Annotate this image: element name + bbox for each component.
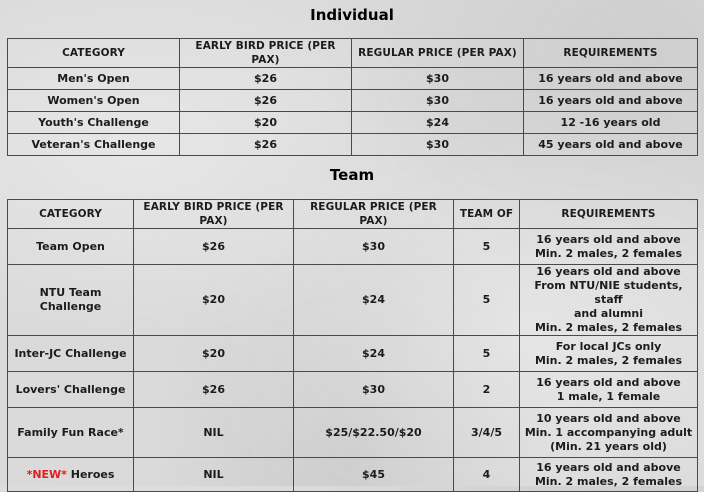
category-cell: Youth's Challenge bbox=[8, 112, 180, 134]
requirement-line: 16 years old and above bbox=[536, 265, 681, 278]
requirement-line: 16 years old and above bbox=[536, 460, 681, 474]
requirement-line: 16 years old and above bbox=[536, 232, 681, 246]
header-regular: REGULAR PRICE (PER PAX) bbox=[352, 39, 524, 68]
requirements-cell bbox=[520, 265, 698, 336]
header-team-of: TEAM OF bbox=[454, 200, 520, 229]
table-header-row bbox=[8, 39, 698, 68]
regular-price-cell: $30 bbox=[352, 68, 524, 90]
regular-price-cell: $30 bbox=[294, 229, 454, 265]
requirement-line: Min. 2 males, 2 females bbox=[534, 353, 683, 367]
header-early-bird: EARLY BIRD PRICE (PER PAX) bbox=[134, 200, 294, 229]
table-row bbox=[8, 229, 698, 265]
requirement-line: From NTU/NIE students, staff bbox=[534, 279, 683, 306]
requirement-line: 10 years old and above bbox=[536, 411, 681, 425]
requirement-line: Min. 2 males, 2 females bbox=[534, 474, 683, 488]
requirements-cell bbox=[520, 229, 698, 265]
requirements-cell: 12 -16 years old bbox=[524, 112, 698, 134]
table-row bbox=[8, 372, 698, 408]
requirement-line: Min. 2 males, 2 females bbox=[534, 246, 683, 260]
requirements-cell bbox=[520, 408, 698, 458]
requirements-cell bbox=[520, 336, 698, 372]
requirements-cell bbox=[520, 458, 698, 492]
header-category: CATEGORY bbox=[8, 39, 180, 68]
team-size-cell: 2 bbox=[454, 372, 520, 408]
table-row bbox=[8, 336, 698, 372]
requirements-cell bbox=[520, 372, 698, 408]
category-cell: Family Fun Race* bbox=[8, 408, 134, 458]
requirement-line: 1 male, 1 female bbox=[556, 389, 661, 403]
team-size-cell: 3/4/5 bbox=[454, 408, 520, 458]
category-cell: NTU Team Challenge bbox=[8, 265, 134, 336]
regular-price-cell: $30 bbox=[352, 90, 524, 112]
table-row bbox=[8, 68, 698, 90]
regular-price-cell: $24 bbox=[294, 336, 454, 372]
new-badge: *NEW* bbox=[26, 467, 67, 481]
header-requirements: REQUIREMENTS bbox=[524, 39, 698, 68]
requirement-line: (Min. 21 years old) bbox=[550, 439, 667, 453]
requirements-cell: 45 years old and above bbox=[524, 134, 698, 156]
regular-price-cell: $30 bbox=[352, 134, 524, 156]
regular-price-cell: $24 bbox=[352, 112, 524, 134]
early-price-cell: $26 bbox=[134, 372, 294, 408]
early-price-cell: $26 bbox=[134, 229, 294, 265]
regular-price-cell: $24 bbox=[294, 265, 454, 336]
team-size-cell: 4 bbox=[454, 458, 520, 492]
requirement-line: 16 years old and above bbox=[536, 375, 681, 389]
header-requirements: REQUIREMENTS bbox=[520, 200, 698, 229]
early-price-cell: $26 bbox=[180, 134, 352, 156]
category-cell: Veteran's Challenge bbox=[8, 134, 180, 156]
category-cell: Inter-JC Challenge bbox=[8, 336, 134, 372]
category-cell: Men's Open bbox=[8, 68, 180, 90]
early-price-cell: NIL bbox=[134, 458, 294, 492]
requirement-line: Min. 1 accompanying adult bbox=[524, 425, 693, 439]
early-price-cell: $20 bbox=[134, 265, 294, 336]
category-cell bbox=[8, 458, 134, 492]
individual-table bbox=[7, 38, 698, 156]
individual-title: Individual bbox=[310, 6, 394, 24]
regular-price-cell: $25/$22.50/$20 bbox=[294, 408, 454, 458]
category-cell: Women's Open bbox=[8, 90, 180, 112]
requirement-line: Min. 2 males, 2 females bbox=[534, 321, 683, 334]
team-title: Team bbox=[329, 166, 375, 184]
requirement-line: and alumni bbox=[573, 307, 644, 320]
header-regular: REGULAR PRICE (PER PAX) bbox=[294, 200, 454, 229]
header-early-bird: EARLY BIRD PRICE (PER PAX) bbox=[180, 39, 352, 68]
table-row bbox=[8, 408, 698, 458]
category-label: Heroes bbox=[66, 467, 115, 481]
table-row bbox=[8, 265, 698, 336]
team-size-cell: 5 bbox=[454, 336, 520, 372]
table-row bbox=[8, 458, 698, 492]
table-row bbox=[8, 112, 698, 134]
requirement-line: For local JCs only bbox=[555, 339, 662, 353]
team-size-cell: 5 bbox=[454, 229, 520, 265]
team-table bbox=[7, 199, 698, 492]
table-row bbox=[8, 134, 698, 156]
category-cell: Team Open bbox=[8, 229, 134, 265]
early-price-cell: $20 bbox=[134, 336, 294, 372]
regular-price-cell: $30 bbox=[294, 372, 454, 408]
header-category: CATEGORY bbox=[8, 200, 134, 229]
table-header-row bbox=[8, 200, 698, 229]
table-row bbox=[8, 90, 698, 112]
early-price-cell: $26 bbox=[180, 68, 352, 90]
category-cell: Lovers' Challenge bbox=[8, 372, 134, 408]
regular-price-cell: $45 bbox=[294, 458, 454, 492]
requirements-cell: 16 years old and above bbox=[524, 90, 698, 112]
early-price-cell: NIL bbox=[134, 408, 294, 458]
early-price-cell: $26 bbox=[180, 90, 352, 112]
early-price-cell: $20 bbox=[180, 112, 352, 134]
requirements-cell: 16 years old and above bbox=[524, 68, 698, 90]
team-size-cell: 5 bbox=[454, 265, 520, 336]
